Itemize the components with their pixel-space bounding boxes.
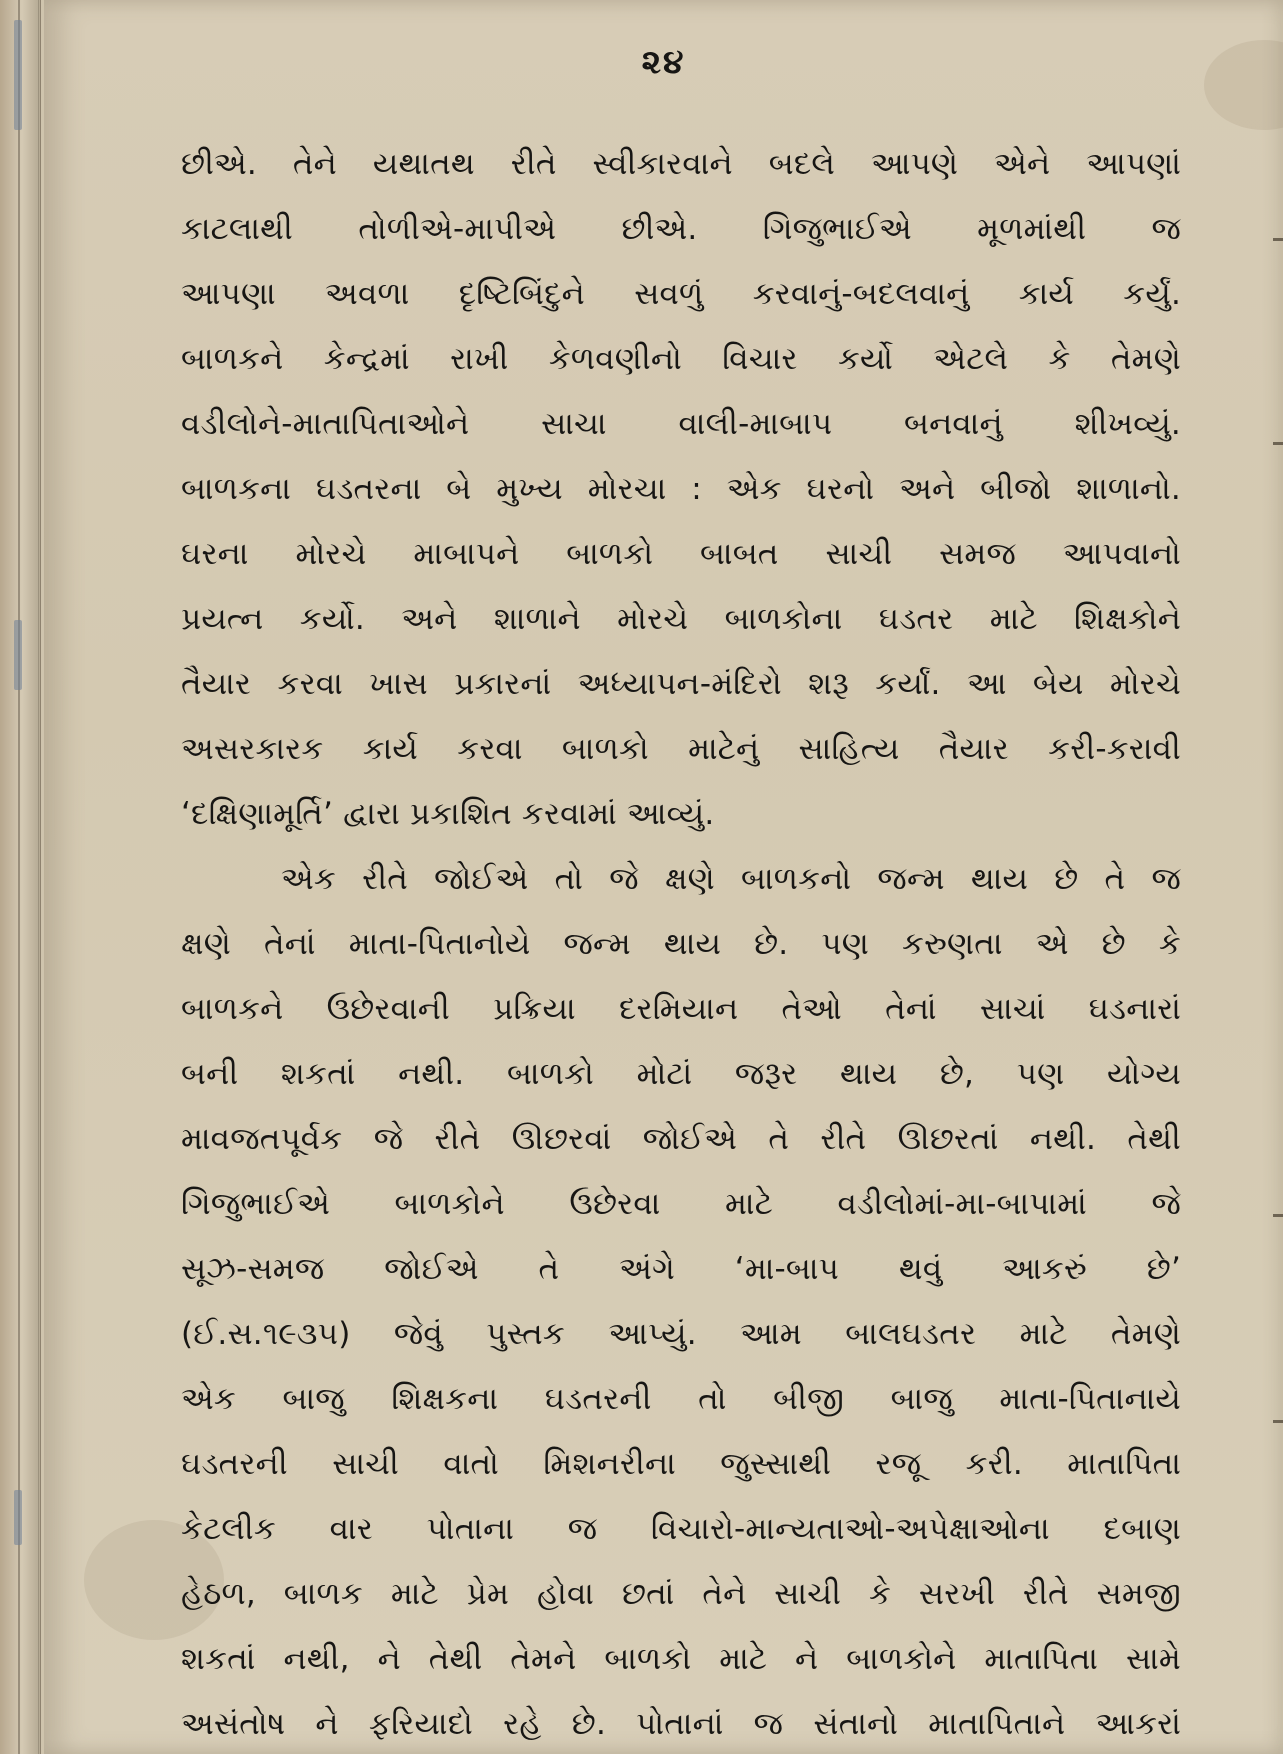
text-line: કાટલાથી તોળીએ-માપીએ છીએ. ગિજુભાઈએ મૂળમાંથી જ bbox=[181, 211, 1181, 247]
margin-tick bbox=[1273, 238, 1283, 241]
margin-tick bbox=[1273, 442, 1283, 445]
text-line: માવજતપૂર્વક જે રીતે ઊછરવાં જોઈએ તે રીતે ઊછરતાં નથી. તેથી bbox=[181, 1121, 1181, 1157]
text-line: કેટલીક વાર પોતાના જ વિચારો-માન્યતાઓ-અપેક્ષાઓના દબાણ bbox=[181, 1511, 1181, 1547]
text-line: તૈયાર કરવા ખાસ પ્રકારનાં અધ્યાપન-મંદિરો શરૂ કર્યાં. આ બેય મોરચે bbox=[181, 666, 1181, 702]
page-surface bbox=[44, 0, 1283, 1754]
text-line: અસરકારક કાર્ય કરવા બાળકો માટેનું સાહિત્ય તૈયાર કરી-કરાવી bbox=[181, 731, 1181, 767]
text-line: ઘરના મોરચે માબાપને બાળકો બાબત સાચી સમજ આપવાનો bbox=[181, 536, 1181, 572]
right-margin-ticks bbox=[1271, 0, 1283, 1754]
text-line: બાળકના ઘડતરના બે મુખ્ય મોરચા : એક ઘરનો અને બીજો શાળાનો. bbox=[181, 471, 1181, 507]
text-line: ક્ષણે તેનાં માતા-પિતાનોયે જન્મ થાય છે. પણ કરુણતા એ છે કે bbox=[181, 926, 1181, 962]
text-line: શકતાં નથી, ને તેથી તેમને બાળકો માટે ને બાળકોને માતાપિતા સામે bbox=[181, 1641, 1181, 1677]
edge-mark bbox=[14, 1490, 22, 1545]
text-line: એક રીતે જોઈએ તો જે ક્ષણે બાળકનો જન્મ થાય છે તે જ bbox=[281, 861, 1181, 897]
text-line: પ્રયત્ન કર્યો. અને શાળાને મોરચે બાળકોના ઘડતર માટે શિક્ષકોને bbox=[181, 601, 1181, 637]
text-line: ગિજુભાઈએ બાળકોને ઉછેરવા માટે વડીલોમાં-મા-બાપામાં જે bbox=[181, 1186, 1181, 1222]
text-line: સૂઝ-સમજ જોઈએ તે અંગે ‘મા-બાપ થવું આકરું છે’ bbox=[181, 1251, 1181, 1287]
body-text bbox=[181, 132, 1181, 1754]
text-line: બની શકતાં નથી. બાળકો મોટાં જરૂર થાય છે, પણ યોગ્ય bbox=[181, 1056, 1181, 1092]
text-line: બાળકને કેન્દ્રમાં રાખી કેળવણીનો વિચાર કર્યો એટલે કે તેમણે bbox=[181, 341, 1181, 377]
text-line: ‘દક્ષિણામૂર્તિ’ દ્વારા પ્રકાશિત કરવામાં આવ્યું. bbox=[181, 796, 715, 832]
text-line: અસંતોષ ને ફરિયાદો રહે છે. પોતાનાં જ સંતાનો માતાપિતાને આકરાં bbox=[181, 1706, 1181, 1742]
text-line: (ઈ.સ.૧૯૩૫) જેવું પુસ્તક આપ્યું. આમ બાલઘડતર માટે તેમણે bbox=[181, 1316, 1181, 1352]
page-number: ૨૪ bbox=[641, 42, 686, 81]
text-line: આપણા અવળા દૃષ્ટિબિંદુને સવળું કરવાનું-બદલવાનું કાર્ય કર્યું. bbox=[181, 276, 1181, 312]
margin-tick bbox=[1273, 1214, 1283, 1217]
text-line: બાળકને ઉછેરવાની પ્રક્રિયા દરમિયાન તેઓ તેનાં સાચાં ઘડનારાં bbox=[181, 991, 1181, 1027]
margin-tick bbox=[1273, 1420, 1283, 1423]
adjacent-page-edge bbox=[0, 0, 41, 1754]
text-line: વડીલોને-માતાપિતાઓને સાચા વાલી-માબાપ બનવાનું શીખવ્યું. bbox=[181, 406, 1181, 442]
edge-mark bbox=[14, 20, 22, 130]
text-line: ઘડતરની સાચી વાતો મિશનરીના જુસ્સાથી રજૂ કરી. માતાપિતા bbox=[181, 1446, 1181, 1482]
text-line: હેઠળ, બાળક માટે પ્રેમ હોવા છતાં તેને સાચી કે સરખી રીતે સમજી bbox=[181, 1576, 1181, 1612]
binding-line bbox=[38, 0, 39, 1754]
text-line: એક બાજુ શિક્ષકના ઘડતરની તો બીજી બાજુ માતા-પિતાનાયે bbox=[181, 1381, 1181, 1417]
edge-mark bbox=[14, 620, 22, 690]
text-line: છીએ. તેને યથાતથ રીતે સ્વીકારવાને બદલે આપણે એને આપણાં bbox=[181, 146, 1181, 182]
